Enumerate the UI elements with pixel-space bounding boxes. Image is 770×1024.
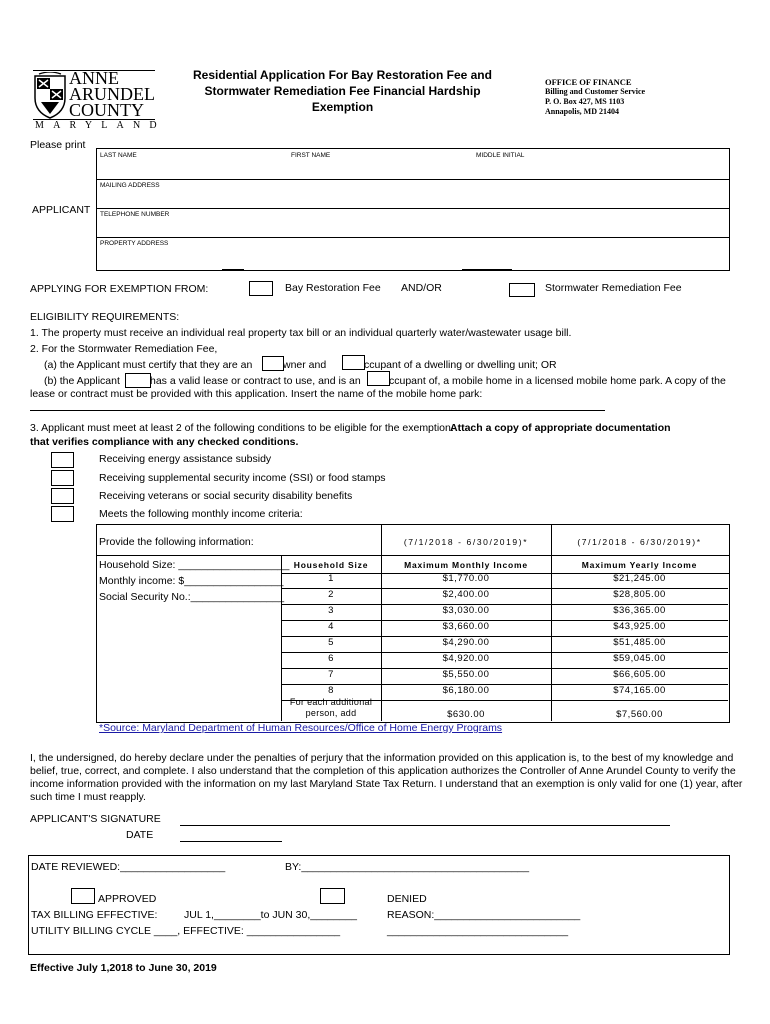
- utility-billing-field[interactable]: UTILITY BILLING CYCLE ____, EFFECTIVE: ________________: [31, 925, 341, 937]
- eligibility-item3b: Attach a copy of appropriate documentation: [450, 422, 671, 434]
- property-address-label: PROPERTY ADDRESS: [100, 240, 169, 247]
- additional-line1: For each additional: [289, 697, 373, 707]
- office-dept: Billing and Customer Service: [545, 87, 646, 96]
- lease-checkbox[interactable]: [125, 373, 151, 388]
- yearly-income-cell: $74,165.00: [613, 685, 666, 696]
- signature-field[interactable]: [180, 812, 670, 826]
- stormwater-label: Stormwater Remediation Fee: [545, 282, 682, 294]
- mobile-occupant-checkbox[interactable]: [367, 371, 390, 386]
- ssi-checkbox[interactable]: [51, 470, 74, 486]
- middle-initial-label: MIDDLE INITIAL: [476, 152, 525, 159]
- signature-label: APPLICANT'S SIGNATURE: [30, 813, 161, 825]
- eligibility-item2a: (a) the Applicant must certify that they are an: [44, 359, 253, 371]
- monthly-income-cell: $3,660.00: [442, 621, 490, 632]
- monthly-income-cell: $4,290.00: [442, 637, 490, 648]
- period-header-yearly: (7/1/2018 - 6/30/2019)*: [577, 537, 702, 547]
- col-household-size: Household Size: [293, 560, 369, 570]
- date-field[interactable]: [180, 829, 282, 842]
- eligibility-item2: 2. For the Stormwater Remediation Fee,: [30, 343, 218, 355]
- applicant-label: APPLICANT: [32, 204, 91, 216]
- office-address: [545, 77, 645, 117]
- date-label: DATE: [126, 829, 154, 841]
- yearly-income-cell: $59,045.00: [613, 653, 666, 664]
- monthly-income-cell: $6,180.00: [442, 685, 490, 696]
- telephone-label: TELEPHONE NUMBER: [100, 211, 170, 218]
- eligibility-item2a-occupant: ccupant of a dwelling or dwelling unit; OR: [364, 359, 557, 371]
- andor-label: AND/OR: [401, 282, 442, 294]
- monthly-income-cell: $2,400.00: [442, 589, 490, 600]
- yearly-income-cell: $21,245.00: [613, 573, 666, 584]
- last-name-label: LAST NAME: [100, 152, 137, 159]
- monthly-income-cell: $3,030.00: [442, 605, 490, 616]
- applicant-box: [96, 148, 730, 271]
- eligibility-item2b: (b) the Applicant: [44, 375, 120, 387]
- ssn-field[interactable]: Social Security No.:________________: [99, 591, 285, 603]
- stormwater-checkbox[interactable]: [509, 283, 535, 297]
- additional-line2: person, add: [305, 708, 357, 718]
- last-name-field[interactable]: [97, 149, 729, 180]
- yearly-income-cell: $36,365.00: [613, 605, 666, 616]
- veterans-label: Receiving veterans or social security disability benefits: [99, 490, 353, 502]
- office-city: Annapolis, MD 21404: [545, 107, 620, 116]
- owner-checkbox[interactable]: [262, 356, 284, 371]
- household-size-cell: 1: [328, 573, 334, 584]
- declaration-line3: income information provided with the information on my last Maryland State Tax Return. I understand that an exemption is only valid for one (1) year, after: [30, 778, 743, 790]
- approved-checkbox[interactable]: [71, 888, 95, 904]
- period-header-monthly: (7/1/2018 - 6/30/2019)*: [403, 537, 529, 547]
- monthly-income-field[interactable]: Monthly income: $_________________: [99, 575, 284, 587]
- office-box: P. O. Box 427, MS 1103: [545, 97, 625, 106]
- yearly-income-cell: $51,485.00: [613, 637, 666, 648]
- household-size-cell: 7: [328, 669, 334, 680]
- eligibility-item2a-owner: wner and: [283, 359, 327, 371]
- form-title-line1: Residential Application For Bay Restoration Fee and: [193, 68, 492, 82]
- monthly-income-cell: $4,920.00: [442, 653, 490, 664]
- income-criteria-checkbox[interactable]: [51, 506, 74, 522]
- mobile-home-park-field[interactable]: [30, 398, 605, 411]
- eligibility-item1: 1. The property must receive an individual real property tax bill or an individual quarterly water/wastewater usage bill.: [30, 327, 572, 339]
- veterans-checkbox[interactable]: [51, 488, 74, 504]
- please-print-label: Please print: [30, 139, 86, 151]
- effective-footer: Effective July 1,2018 to June 30, 2019: [30, 962, 217, 974]
- eligibility-item3c: that verifies compliance with any checked conditions.: [30, 436, 299, 448]
- yearly-income-cell: $43,925.00: [613, 621, 666, 632]
- household-size-cell: 8: [328, 685, 334, 696]
- declaration-line4: such time I must reapply.: [30, 791, 146, 803]
- eligibility-item3a: 3. Applicant must meet at least 2 of the following conditions to be eligible for the exemption.: [30, 422, 454, 434]
- occupant-checkbox[interactable]: [342, 355, 365, 370]
- eligibility-item2b-occupant: ccupant of, a mobile home in a licensed mobile home park. A copy of the: [389, 375, 726, 387]
- income-criteria-label: Meets the following monthly income criteria:: [99, 508, 303, 520]
- eligibility-item2b-lease: has a valid lease or contract to use, and is an: [150, 375, 361, 387]
- first-name-label: FIRST NAME: [291, 152, 331, 159]
- yearly-income-cell: $28,805.00: [613, 589, 666, 600]
- mailing-address-label: MAILING ADDRESS: [100, 182, 160, 189]
- monthly-income-cell: $1,770.00: [442, 573, 490, 584]
- logo-line-anne: ANNE: [69, 68, 119, 88]
- form-title-line2: Stormwater Remediation Fee Financial Hardship: [204, 84, 481, 98]
- monthly-income-cell: $5,550.00: [442, 669, 490, 680]
- form-title: [175, 67, 510, 115]
- col-max-monthly: Maximum Monthly Income: [404, 560, 528, 570]
- household-size-cell: 2: [328, 589, 334, 600]
- county-logo: [33, 68, 166, 134]
- logo-line-county: COUNTY: [69, 100, 144, 120]
- declaration-line1: I, the undersigned, do hereby declare under the penalties of perjury that the information provided on this application is, to the best of my knowledge and: [30, 752, 734, 764]
- household-size-cell: 3: [328, 605, 334, 616]
- yearly-income-cell: $66,605.00: [613, 669, 666, 680]
- property-address-field[interactable]: [97, 237, 729, 269]
- office-name: OFFICE OF FINANCE: [545, 77, 632, 87]
- additional-person-label: [281, 697, 381, 719]
- eligibility-heading: ELIGIBILITY REQUIREMENTS:: [30, 311, 180, 323]
- household-size-cell: 4: [328, 621, 334, 632]
- household-size-field[interactable]: Household Size: ___________________: [99, 559, 290, 571]
- energy-assistance-label: Receiving energy assistance subsidy: [99, 453, 272, 465]
- declaration-text: [30, 752, 742, 804]
- eligibility-item2b-cont: lease or contract must be provided with this application. Insert the name of the mobile home park:: [30, 388, 483, 400]
- household-size-cell: 5: [328, 637, 334, 648]
- additional-monthly: $630.00: [447, 709, 485, 720]
- exemption-label: APPLYING FOR EXEMPTION FROM:: [30, 283, 209, 295]
- ssi-label: Receiving supplemental security income (SSI) or food stamps: [99, 472, 386, 484]
- denied-label: DENIED: [387, 893, 427, 905]
- date-reviewed-field[interactable]: DATE REVIEWED:__________________: [31, 861, 226, 873]
- energy-assistance-checkbox[interactable]: [51, 452, 74, 468]
- mailing-address-field[interactable]: [97, 179, 729, 209]
- col-max-yearly: Maximum Yearly Income: [581, 560, 698, 570]
- declaration-line2: belief, true, correct, and complete. I also understand that the completion of this application authorizes the Controller of Anne Arundel County to verify the: [30, 765, 736, 777]
- logo-line-arundel: ARUNDEL: [69, 84, 155, 104]
- form-title-line3: Exemption: [311, 100, 374, 114]
- reason-continued-field[interactable]: _______________________________: [387, 925, 569, 937]
- bay-restoration-checkbox[interactable]: [249, 281, 273, 296]
- denied-checkbox[interactable]: [320, 888, 345, 904]
- reviewed-by-field[interactable]: BY:_______________________________________: [285, 861, 530, 873]
- logo-state: MARYLAND: [35, 120, 166, 131]
- income-source-link[interactable]: *Source: Maryland Department of Human Resources/Office of Home Energy Programs: [99, 722, 503, 734]
- household-size-cell: 6: [328, 653, 334, 664]
- reason-field[interactable]: REASON:_________________________: [387, 909, 581, 921]
- approved-label: APPROVED: [98, 893, 157, 905]
- county-seal-icon: [33, 72, 67, 120]
- telephone-field[interactable]: [97, 208, 729, 238]
- tax-billing-label: TAX BILLING EFFECTIVE:: [31, 909, 158, 921]
- tax-billing-dates-field[interactable]: JUL 1,________to JUN 30,________: [184, 909, 357, 921]
- additional-yearly: $7,560.00: [616, 709, 663, 720]
- provide-info-label: Provide the following information:: [99, 536, 254, 548]
- bay-restoration-label: Bay Restoration Fee: [285, 282, 381, 294]
